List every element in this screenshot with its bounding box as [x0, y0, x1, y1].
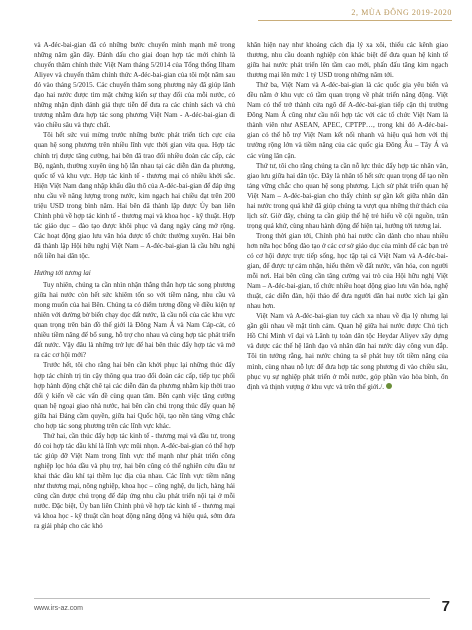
paragraph-text: Việt Nam và A-đéc-bai-gian tuy cách xa nhau về địa lý nhưng lại gần gũi nhau về mặt tình cảm. Quan hệ giữa hai nước được Chủ tịch Hồ Chí Minh vĩ đại và Lãnh tụ toàn dân tộc Heydar Aliyev xây dựng và được các thế hệ lãnh đạo và nhân dân hai nước dày công vun đắp. Tôi tin tưởng rằng, hai nước chúng ta sẽ phát huy tốt tiềm năng của mình, cùng nhau nỗ lực để đưa hợp tác song phương đi vào chiều sâu, phục vụ sự nghiệp phát triển ở mỗi nước, góp phần vào hòa bình, ổn định và thịnh vượng ở khu vực và trên thế giới./. [247, 312, 448, 391]
paragraph: Thứ hai, cần thúc đẩy hợp tác kinh tế - thương mại và đầu tư, trong đó coi hợp tác dầu khí là lĩnh vực mũi nhọn. A-đéc-bai-gian có thể hợp tác giúp đỡ Việt Nam trong lĩnh vực thế mạnh như phát triển công nghiệp lọc hóa dầu và phụ trợ, hai bên cũng có thể nghiên cứu đầu tư khai thác dầu khí tại thềm lục địa của nhau. Các lĩnh vực tiềm năng như thương mại, nông nghiệp, khoa học – công nghệ, du lịch, hàng hải cũng cần được chú trọng để đáp ứng nhu cầu phát triển nội tại ở mỗi nước. Đặc biệt, Ủy ban liên Chính phủ về hợp tác kinh tế - thương mại và khoa học - kỹ thuật cần hoạt động năng động và hiệu quả, sớm đưa ra giải pháp cho các khó [34, 431, 235, 531]
page-number: 7 [441, 598, 450, 615]
article-end-icon [386, 383, 392, 389]
paragraph: Trước hết, tôi cho rằng hai bên cần khởi phục lại những thúc đẩy hợp tác chính trị tin cậy thông qua trao đổi đoàn các cấp, tiếp tục phối hợp hành động chặt chẽ tại các diễn đàn đa phương nhằm kịp thời trao đổi ý kiến về các vấn đề cùng quan tâm. Bên cạnh việc tăng cường quan hệ ngoại giao nhà nước, hai bên cần chú trọng thúc đẩy quan hệ giữa hai Đảng cầm quyền, giữa hai Quốc hội, tạo nền tảng vững chắc cho hợp tác song phương trên các lĩnh vực khác. [34, 361, 235, 430]
header-divider [258, 20, 452, 21]
paragraph: Thứ tư, tôi cho rằng chúng ta cần nỗ lực thúc đẩy hợp tác nhân văn, giao lưu giữa hai dân tộc. Đây là nhân tố hết sức quan trọng để tạo nền tảng vững chắc cho quan hệ song phương. Lịch sử phát triển quan hệ Việt Nam – A-đéc-bai-gian cho thấy chính sự gần kết giữa nhân dân hai nước trong quá khứ đã giúp chúng ta vượt qua những thử thách của lịch sử. Giờ đây, chúng ta cần giúp thế hệ trẻ hiểu về cội nguồn, trân trọng quá khứ, cùng nhau hành động để hiện tại, hướng tới tương lai. [247, 161, 448, 230]
closing-paragraph [247, 311, 448, 391]
paragraph: Tuy nhiên, chúng ta cần nhìn nhận thẳng thắn hợp tác song phương giữa hai nước còn hết sức khiêm tốn so với tiềm năng, nhu cầu và mong muốn của hai Bên. Chúng ta có điểm tương đồng về điều kiện tự nhiên với đường bờ biển chạy dọc đất nước, là cầu nối của các khu vực quan trọng trên bản đồ thế giới là Đông Nam Á và Nam Cáp-cát, có nhiều tiềm năng để bổ sung, hỗ trợ cho nhau và cùng hợp tác phát triển đất nước. Vậy đâu là những trở lực để hai bên thúc đẩy hợp tác và mở ra các cơ hội mới? [34, 281, 235, 360]
footer-url[interactable]: www.irs-az.com [34, 605, 84, 612]
footer-divider [34, 598, 430, 599]
paragraph: khăn hiện nay như khoảng cách địa lý xa xôi, thiếu các kênh giao thương, nhu cầu doanh nghiệp còn khác biệt để đưa quan hệ kinh tế giữa hai nước phát triển lên tầm cao mới, phấn đấu tăng kim ngạch thương mại lên mức 1 tỷ USD trong những năm tới. [247, 41, 448, 80]
paragraph: Tôi hết sức vui mừng trước những bước phát triển tích cực của quan hệ song phương trên nhiều lĩnh vực thời gian vừa qua. Hợp tác chính trị được tăng cường, hai bên đã trao đổi nhiều đoàn các cấp, các Bộ, ngành, thường xuyên ủng hộ lẫn nhau tại các diễn đàn đa phương, quốc tế và khu vực. Hợp tác kinh tế - thương mại có nhiều khởi sắc. Hiện Việt Nam đang nhập khẩu dầu thô của A-đéc-bai-gian để đáp ứng nhu cầu về năng lượng trong nước, kim ngạch hai chiều đạt trên 200 triệu USD trong bình năm. Hai bên đã thành lập được Ủy ban liên Chính phủ về hợp tác kinh tế - thương mại và khoa học - kỹ thuật. Hợp tác giáo dục – đào tạo được khôi phục và đang ngày càng mở rộng. Các hoạt động giao lưu văn hóa được tổ chức thường xuyên. Hai bên đã thành lập Hội hữu nghị Việt Nam – A-đéc-bai-gian là cầu hữu nghị nối liền hai dân tộc. [34, 131, 235, 260]
section-subheading: Hướng tới tương lai [34, 269, 91, 278]
article-body [34, 40, 448, 590]
paragraph: và A-đéc-bai-gian đã có những bước chuyển mình mạnh mẽ trong những năm gần đây. Đánh dấu cho giai đoạn hợp tác mới chính là chuyến thăm chính thức Việt Nam tháng 5/2014 của Tổng thống Ilham Aliyev và chuyến thăm chính thức A-đéc-bai-gian của tôi một năm sau đó vào tháng 5/2015. Các chuyến thăm song phương này đã giúp lãnh đạo hai nước được tìm mặt chứng kiến sự thay đổi của mỗi nước, có những nhận định đánh giá thực tiễn để đưa ra các chính sách và chủ trương nhằm đưa hợp tác song phương Việt Nam - A-déc-bai-gian đi vào chiều sâu và thực chất. [34, 41, 235, 130]
paragraph: Trong thời gian tới, Chính phủ hai nước cần dành cho nhau nhiều hơn nữa học bổng đào tạo ở các cơ sở giáo dục của mình để các bạn trẻ có cơ hội được trực tiếp sống, học tập tại cả Việt Nam và A-đéc-bai-gian, để được tự cảm nhận, hiểu thêm về đất nước, văn hóa, con người mỗi nơi. Hai bên cũng cần tăng cường vai trò của Hội hữu nghị Việt Nam – A-đéc-bai-gian, tổ chức nhiều hoạt động giao lưu văn hóa, nghệ thuật, các diễn đàn, hội thảo để đưa người dân hai nước xích lại gần nhau hơn. [247, 231, 448, 311]
issue-header: 2, MÙA ĐÔNG 2019-2020 [351, 8, 452, 17]
column-right [247, 40, 448, 590]
column-left [34, 40, 235, 590]
paragraph: Thứ ba, Việt Nam và A-đéc-bai-gian là các quốc gia yêu biển và đều nằm ở khu vực có tầm quan trọng về phát triển năng động. Việt Nam có thể trở thành cửa ngõ để A-đéc-bai-gian tiếp cận thị trường Đông Nam Á cũng như cầu nối hợp tác với các tổ chức Việt Nam là thành viên như ASEAN, APEC, CPTPP…, trong khi đó A-đéc-bai-gian có thể hỗ trợ Việt Nam kết nối nhanh và hiệu quả hơn với thị trường rộng lớn và tiềm năng của các quốc gia Đông Âu – Tây Á và các vùng lân cận. [247, 81, 448, 160]
